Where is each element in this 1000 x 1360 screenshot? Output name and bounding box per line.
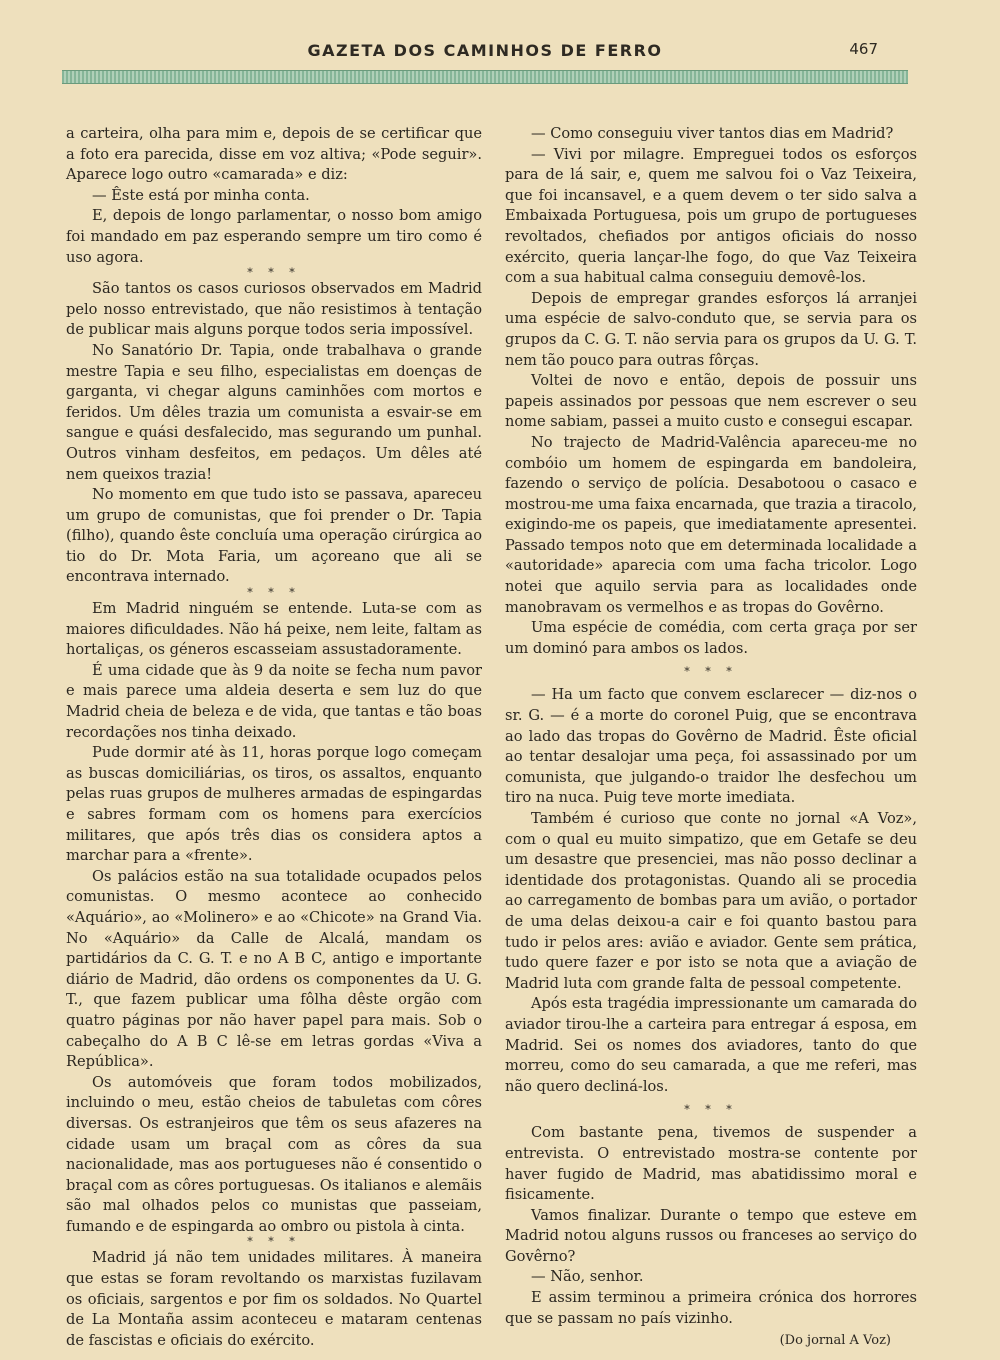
paragraph: Com bastante pena, tivemos de suspender a entrevista. O entrevistado mostra-se contente por haver fugido de Madrid, mas abatidissimo moral e fisicamente. [505,1124,917,1204]
paragraph: E, depois de longo parlamentar, o nosso bom amigo foi mandado em paz esperando sempre um tiro como é uso agora. [66,207,482,266]
section-separator: * * * [684,1103,738,1117]
source-credit: (Do jornal A Voz) [779,1333,891,1349]
paragraph: No Sanatório Dr. Tapia, onde trabalhava o grande mestre Tapia e seu filho, especialistas em doenças de garganta, vi chegar alguns caminhões com mortos e feridos. Um dêles trazia um comunista a esvair-se em sangue e quási desfalecido, mas segurando um punhal. Outros vinham desfeitos, em pedaços. Um dêles até nem queixos trazia! [66,341,482,483]
page-number: 467 [849,40,878,58]
paragraph: — Como conseguiu viver tantos dias em Madrid? [531,125,894,142]
publication-title: GAZETA DOS CAMINHOS DE FERRO [307,41,663,60]
section-separator: * * * [684,665,738,679]
paragraph: No momento em que tudo isto se passava, apareceu um grupo de comunistas, que foi prender o Dr. Tapia (filho), quando êste concluía uma operação cirúrgica ao tio do Dr. Mota Faria, um açoreano que ali se encontrava internado. [66,486,482,586]
paragraph: Após esta tragédia impressionante um camarada do aviador tirou-lhe a carteira para entregar á esposa, em Madrid. Sei os nomes dos aviadores, tanto do que morreu, como do seu camarada, a que me referi, mas não quero decliná-los. [505,995,917,1095]
paragraph: É uma cidade que às 9 da noite se fecha num pavor e mais parece uma aldeia deserta e sem luz do que Madrid cheia de beleza e de vida, que tantas e tão boas recordações nos tinha deixado. [66,661,482,741]
paragraph: a carteira, olha para mim e, depois de se certificar que a foto era parecida, disse em voz altiva; «Pode seguir». Aparece logo outro «camarada» e diz: [66,125,482,184]
paragraph: Vamos finalizar. Durante o tempo que esteve em Madrid notou alguns russos ou franceses ao serviço do Govêrno? [505,1206,917,1265]
section-separator: * * * [247,1235,301,1249]
paragraph: Voltei de novo e então, depois de possuir uns papeis assinados por pessoas que nem escrever o seu nome sabiam, passei a muito custo e consegui escapar. [505,372,917,431]
paragraph: Madrid já não tem unidades militares. À maneira que estas se foram revoltando os marxistas fuzilavam os oficiais, sargentos e por fim os soldados. No Quartel de La Montaña assim aconteceu e mataram centenas de fascistas e oficiais do exército. [66,1249,482,1349]
paragraph: — Vivi por milagre. Empreguei todos os esforços para de lá sair, e, quem me salvou foi o Vaz Teixeira, que foi incansavel, e a quem devem o ter sido salva a Embaixada Portuguesa, pois um grupo de portugueses revoltados, chefiados por antigos oficiais do nosso exército, queria lançar-lhe fogo, do que Vaz Teixeira com a sua habitual calma conseguiu demovê-los. [505,145,917,287]
paragraph: Em Madrid ninguém se entende. Luta-se com as maiores dificuldades. Não há peixe, nem leite, faltam as hortaliças, os géneros escasseiam assustadoramente. [66,600,482,659]
section-separator: * * * [247,586,301,600]
paragraph: — Êste está por minha conta. [92,186,310,204]
paragraph: Pude dormir até às 11, horas porque logo começam as buscas domiciliárias, os tiros, os assaltos, enquanto pelas ruas grupos de mulheres armadas de espingardas e sabres formam com os homens para exercícios militares, que após três dias os considera aptos a marchar para a «frente». [66,744,482,865]
paragraph: Uma espécie de comédia, com certa graça por ser um dominó para ambos os lados. [505,619,917,657]
paragraph: Os palácios estão na sua totalidade ocupados pelos comunistas. O mesmo acontece ao conhecido «Aquário», ao «Molinero» e ao «Chicote» na Grand Via. No «Aquário» da Calle de Alcalá, mandam os partidários da C. G. T. e no A B C, antigo e importante diário de Madrid, dão ordens os componentes da U. G. T., que fazem publicar uma fôlha dêste orgão com quatro páginas por não haver papel para mais. Sob o cabeçalho do A B C lê-se em letras gordas «Viva a República». [66,867,482,1071]
paragraph: — Não, senhor. [531,1268,644,1286]
paragraph: Depois de empregar grandes esforços lá arranjei uma espécie de salvo-conduto que, se servia para os grupos da C. G. T. não servia para os grupos da U. G. T. nem tão pouco para outras fôrças. [505,289,917,369]
page-header [60,38,910,68]
paragraph: São tantos os casos curiosos observados em Madrid pelo nosso entrevistado, que não resistimos à tentação de publicar mais alguns porque todos seria impossível. [66,280,482,339]
section-separator: * * * [247,266,301,280]
paragraph: Também é curioso que conte no jornal «A Voz», com o qual eu muito simpatizo, que em Getafe se deu um desastre que presenciei, mas não posso declinar a identidade dos protagonistas. Quando ali se procedia ao carregamento de bombas para um avião, o portador de uma delas deixou-a cair e foi quanto bastou para tudo ir pelos ares: avião e aviador. Gente sem prática, tudo quere fazer e por isto se nota que a aviação de Madrid luta com grande falta de pessoal competente. [505,810,917,992]
paragraph: E assim terminou a primeira crónica dos horrores que se passam no país vizinho. [505,1289,917,1327]
right-column [505,124,917,1352]
header-rule [62,70,908,84]
paragraph: — Ha um facto que convem esclarecer — diz-nos o sr. G. — é a morte do coronel Puig, que se encontrava ao lado das tropas do Govêrno de Madrid. Êste oficial ao tentar desalojar uma peça, foi assassinado por um comunista, que julgando-o traidor lhe desfechou um tiro na nuca. Puig teve morte imediata. [505,686,917,807]
paragraph: Os automóveis que foram todos mobilizados, incluindo o meu, estão cheios de tabuletas com côres diversas. Os estranjeiros que têm os seus afazeres na cidade usam um braçal com as côres da sua nacionalidade, mas aos portugueses não é consentido o braçal com as côres portuguesas. Os italianos e alemãis são mal olhados pelos co munistas que passeiam, fumando e de espingarda ao ombro ou pistola à cinta. [66,1073,482,1235]
paragraph: No trajecto de Madrid-Valência apareceu-me no combóio um homem de espingarda em bandoleira, fazendo o serviço de polícia. Desabotoou o casaco e mostrou-me uma faixa encarnada, que trazia a tiracolo, exigindo-me os papeis, que imediatamente apresentei. Passado tempos noto que em determinada localidade a «autoridade» aparecia com uma facha tricolor. Logo notei que aquilo servia para as localidades onde manobravam os vermelhos e as tropas do Govêrno. [505,433,917,616]
left-column [66,124,482,1351]
